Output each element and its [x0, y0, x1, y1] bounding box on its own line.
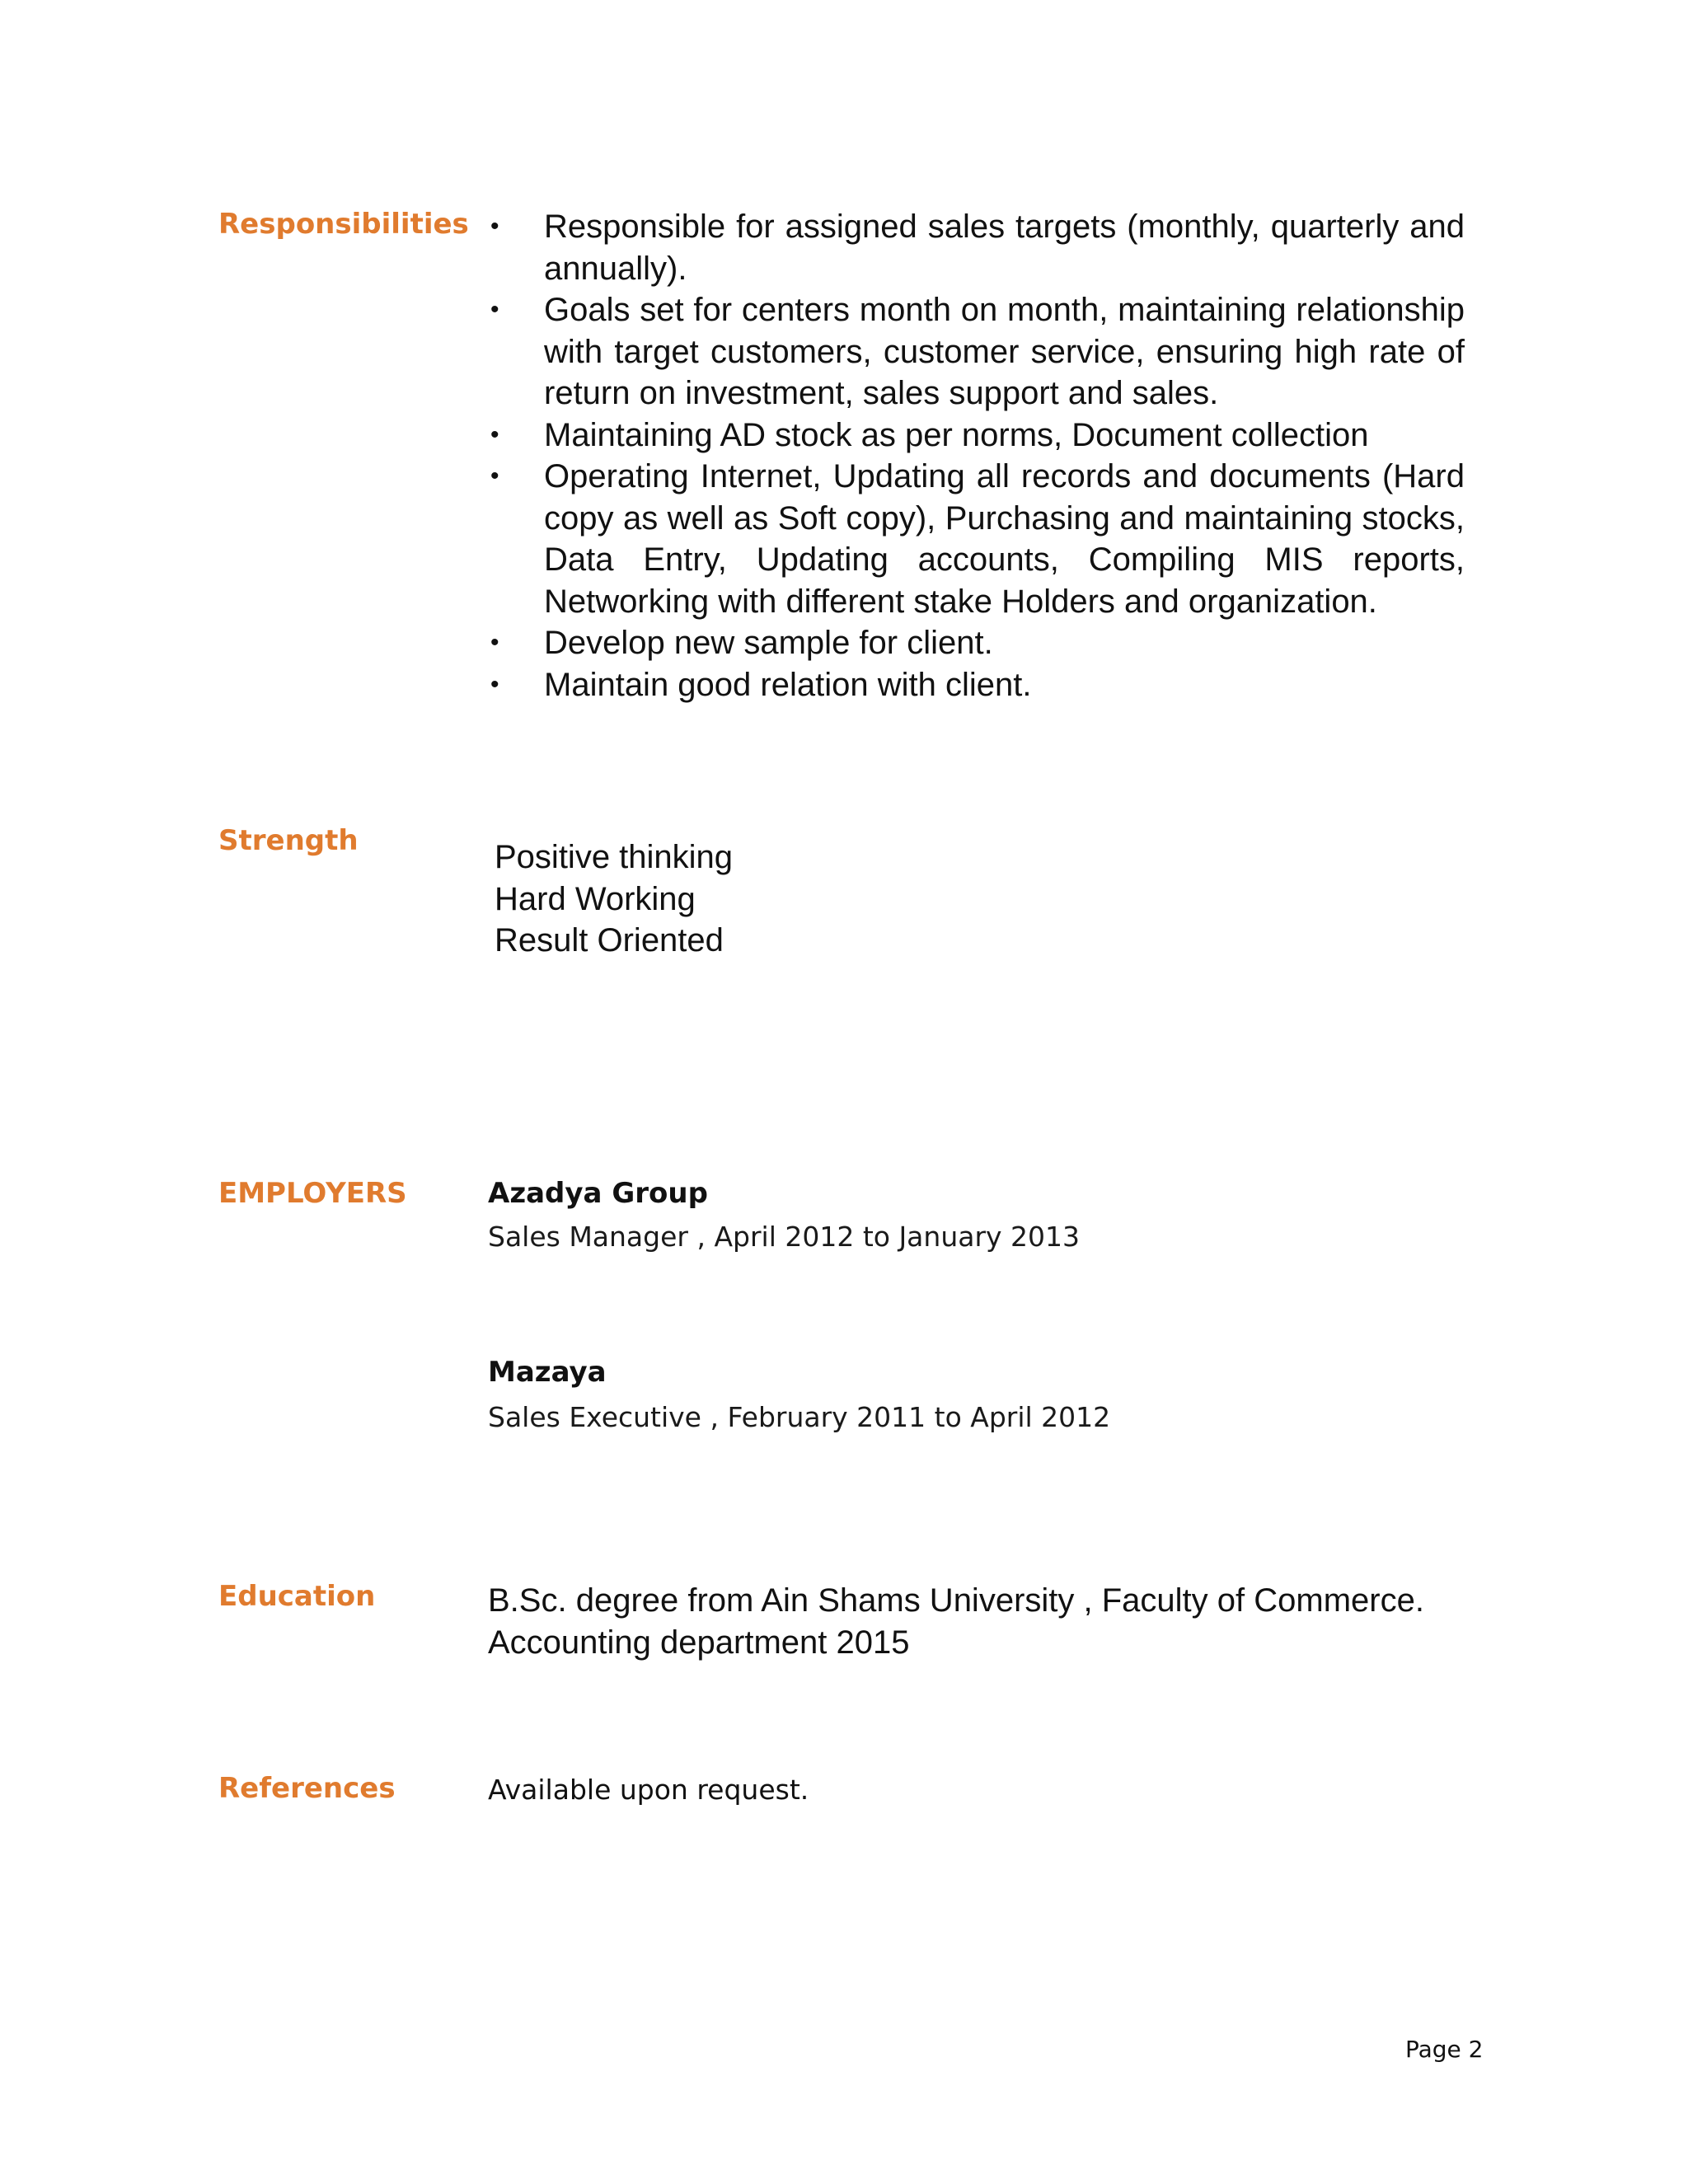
strength-item: Result Oriented: [495, 922, 724, 958]
responsibility-item: • Maintaining AD stock as per norms, Document collection: [490, 415, 1465, 457]
section-heading-education: Education: [218, 1580, 376, 1613]
section-heading-responsibilities: Responsibilities: [218, 208, 469, 241]
responsibility-item: • Maintain good relation with client.: [490, 664, 1465, 706]
strength-list: [495, 837, 733, 962]
strength-item: Hard Working: [495, 880, 696, 917]
education-text: B.Sc. degree from Ain Shams University , Faculty of Commerce. Accounting department 2015: [488, 1582, 1424, 1661]
section-heading-employers: EMPLOYERS: [218, 1177, 407, 1210]
employer-name: Azadya Group: [488, 1177, 708, 1210]
responsibility-item: • Operating Internet, Updating all records and documents (Hard copy as well as Soft copy), Purchasing and maintaining stocks, Data Entry, Updating accounts, Compiling MIS reports, Networking with different stake Holders and organization.: [490, 456, 1465, 622]
employer-name: Mazaya: [488, 1356, 607, 1389]
responsibility-item: • Develop new sample for client.: [490, 622, 1465, 664]
section-heading-strength: Strength: [218, 824, 359, 857]
employer-role: Sales Manager , April 2012 to January 2013: [488, 1221, 1081, 1253]
section-heading-references: References: [218, 1772, 396, 1805]
responsibility-item: • Goals set for centers month on month, maintaining relationship with target customers, customer service, ensuring high rate of return on investment, sales support and sales.: [490, 289, 1465, 415]
strength-item: Positive thinking: [495, 839, 734, 875]
references-text: Available upon request.: [488, 1774, 809, 1806]
employer-role: Sales Executive , February 2011 to April 2012: [488, 1401, 1111, 1433]
responsibility-item: • Responsible for assigned sales targets (monthly, quarterly and annually).: [490, 206, 1465, 289]
page-number: Page 2: [1405, 2036, 1484, 2063]
responsibilities-list: [490, 206, 1465, 705]
